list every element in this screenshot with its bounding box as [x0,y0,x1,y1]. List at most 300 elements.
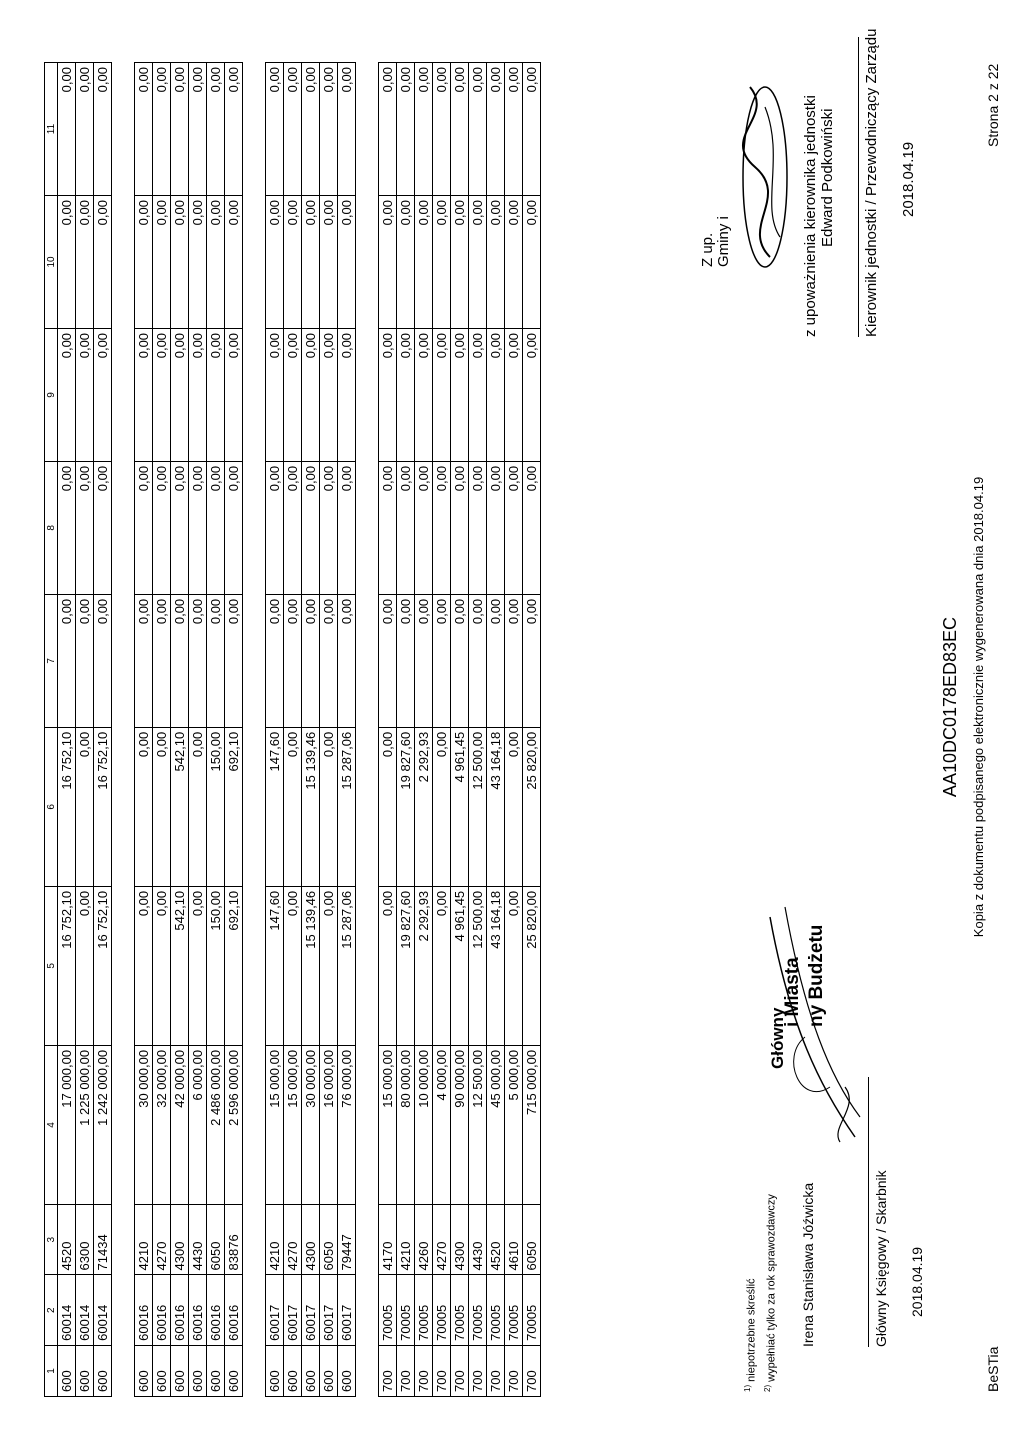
table-cell: 0,00 [451,461,469,594]
table-cell: 700 [505,1345,523,1396]
table-cell: 600 [94,1345,112,1396]
stamp-line-1: i Miasta [782,957,803,1027]
table-cell: 0,00 [433,196,451,329]
budget-table [44,62,541,1397]
table-cell: 16 752,10 [94,727,112,886]
table-cell: 0,00 [320,461,338,594]
table-cell: 16 752,10 [94,886,112,1045]
head-signature-line [858,37,859,337]
table-cell: 600 [320,1345,338,1396]
table-cell: 5 000,00 [505,1045,523,1204]
table-cell: 147,60 [266,727,284,886]
table-cell: 150,00 [207,727,225,886]
table-cell: 70005 [487,1275,505,1345]
table-cell: 0,00 [153,196,171,329]
table-cell: 600 [207,1345,225,1396]
table-cell: 0,00 [505,727,523,886]
table-cell: 600 [171,1345,189,1396]
table-cell: 15 139,46 [302,886,320,1045]
table-cell: 4520 [58,1205,76,1275]
table-cell: 4300 [302,1205,320,1275]
column-number: 10 [45,196,58,329]
head-signature [700,17,917,337]
table-cell: 0,00 [135,328,153,461]
table-cell: 80 000,00 [397,1045,415,1204]
table-cell: 0,00 [225,594,243,727]
table-cell: 60014 [94,1275,112,1345]
table-cell: 4170 [379,1205,397,1275]
table-cell: 715 000,00 [523,1045,541,1204]
table-cell: 0,00 [171,328,189,461]
table-row [523,63,541,1397]
table-cell: 70005 [469,1275,487,1345]
table-cell: 1 225 000,00 [76,1045,94,1204]
table-cell: 4 961,45 [451,727,469,886]
table-cell: 0,00 [379,328,397,461]
column-number-row [45,63,58,1397]
column-number: 6 [45,727,58,886]
table-cell: 0,00 [153,594,171,727]
table-cell: 700 [397,1345,415,1396]
table-row [225,63,243,1397]
table-cell: 4610 [505,1205,523,1275]
table-cell: 600 [153,1345,171,1396]
table-row [433,63,451,1397]
table-cell: 79447 [338,1205,356,1275]
table-cell: 0,00 [135,886,153,1045]
column-number: 11 [45,63,58,196]
table-cell: 0,00 [284,594,302,727]
table-cell: 0,00 [302,594,320,727]
table-cell: 4430 [469,1205,487,1275]
footnotes [740,1194,779,1392]
table-cell: 700 [415,1345,433,1396]
accountant-role: Główny Księgowy / Skarbnik [873,1170,889,1347]
table-cell: 0,00 [433,727,451,886]
column-number: 7 [45,594,58,727]
table-cell: 15 287,06 [338,727,356,886]
table-cell: 15 139,46 [302,727,320,886]
table-cell: 600 [189,1345,207,1396]
table-cell: 12 500,00 [469,886,487,1045]
footnote-1-text: niepotrzebne skreślić [745,1278,758,1382]
table-cell: 19 827,60 [397,727,415,886]
table-cell: 0,00 [505,328,523,461]
column-number: 9 [45,328,58,461]
table-cell: 0,00 [225,63,243,196]
table-row [153,63,171,1397]
table-cell: 0,00 [189,196,207,329]
table-cell: 0,00 [207,328,225,461]
table-cell: 0,00 [451,196,469,329]
table-cell: 0,00 [76,328,94,461]
table-cell: 0,00 [266,328,284,461]
table-cell: 0,00 [523,461,541,594]
table-cell: 0,00 [225,328,243,461]
table-cell: 0,00 [379,727,397,886]
table-cell: 42 000,00 [171,1045,189,1204]
table-cell: 700 [451,1345,469,1396]
table-cell: 2 292,93 [415,727,433,886]
table-cell: 60016 [189,1275,207,1345]
table-cell: 600 [284,1345,302,1396]
table-cell: 90 000,00 [451,1045,469,1204]
column-number: 2 [45,1275,58,1345]
table-cell: 60014 [76,1275,94,1345]
table-cell: 4270 [433,1205,451,1275]
table-cell: 16 752,10 [58,886,76,1045]
document-code: AA10DC0178ED83EC [940,616,960,798]
table-cell: 0,00 [397,594,415,727]
table-cell: 0,00 [338,461,356,594]
table-cell: 0,00 [284,63,302,196]
column-number: 5 [45,886,58,1045]
table-cell: 0,00 [320,727,338,886]
table-cell: 0,00 [433,594,451,727]
table-cell: 0,00 [469,461,487,594]
table-cell: 0,00 [302,461,320,594]
table-cell: 600 [338,1345,356,1396]
table-cell: 0,00 [505,196,523,329]
table-cell: 0,00 [415,328,433,461]
table-cell: 0,00 [338,594,356,727]
table-cell: 0,00 [320,196,338,329]
table-cell: 70005 [433,1275,451,1345]
table-cell: 0,00 [58,461,76,594]
table-cell: 0,00 [284,196,302,329]
table-cell: 0,00 [320,594,338,727]
table-cell: 150,00 [207,886,225,1045]
table-cell: 15 000,00 [284,1045,302,1204]
table-cell: 0,00 [76,461,94,594]
table-cell: 0,00 [487,594,505,727]
table-cell: 0,00 [207,594,225,727]
table-cell: 0,00 [302,63,320,196]
footnote-2-text: wypełniać tylko za rok sprawozdawczy [765,1194,778,1382]
table-cell: 0,00 [451,63,469,196]
table-cell: 0,00 [94,328,112,461]
table-cell: 0,00 [397,63,415,196]
table-cell: 0,00 [320,328,338,461]
table-cell: 0,00 [266,196,284,329]
table-cell: 4270 [153,1205,171,1275]
table-row [487,63,505,1397]
table-cell: 0,00 [284,727,302,886]
table-cell: 0,00 [58,594,76,727]
table-cell: 32 000,00 [153,1045,171,1204]
table-cell: 0,00 [58,63,76,196]
table-cell: 4210 [266,1205,284,1275]
table-cell: 60017 [320,1275,338,1345]
table-cell: 700 [523,1345,541,1396]
table-cell: 16 000,00 [320,1045,338,1204]
head-role: Kierownik jednostki / Przewodniczący Zarządu [863,28,880,337]
table-row [207,63,225,1397]
gminy-label: Gminy i [715,216,732,267]
table-cell: 60016 [135,1275,153,1345]
table-cell: 0,00 [58,328,76,461]
table-cell: 0,00 [58,196,76,329]
separator-cell [356,63,379,1397]
table-cell: 0,00 [76,594,94,727]
table-row [58,63,76,1397]
table-cell: 0,00 [415,594,433,727]
column-number: 4 [45,1045,58,1204]
table-cell: 70005 [397,1275,415,1345]
table-cell: 70005 [505,1275,523,1345]
head-handwritten-signature [735,77,795,277]
table-row [76,63,94,1397]
table-cell: 15 000,00 [379,1045,397,1204]
table-cell: 0,00 [469,328,487,461]
table-cell: 0,00 [302,196,320,329]
table-cell: 4210 [397,1205,415,1275]
table-cell: 700 [469,1345,487,1396]
table-cell: 16 752,10 [58,727,76,886]
table-cell: 43 164,18 [487,727,505,886]
table-cell: 45 000,00 [487,1045,505,1204]
table-cell: 0,00 [397,461,415,594]
table-cell: 2 486 000,00 [207,1045,225,1204]
table-cell: 4300 [451,1205,469,1275]
table-cell: 147,60 [266,886,284,1045]
table-cell: 60016 [207,1275,225,1345]
table-cell: 0,00 [266,461,284,594]
table-cell: 70005 [451,1275,469,1345]
table-cell: 0,00 [487,196,505,329]
table-cell: 0,00 [171,461,189,594]
table-cell: 2 292,93 [415,886,433,1045]
table-cell: 0,00 [505,594,523,727]
column-number: 1 [45,1345,58,1396]
head-date: 2018.04.19 [900,141,917,217]
table-cell: 4210 [135,1205,153,1275]
table-cell: 60017 [338,1275,356,1345]
table-cell: 70005 [415,1275,433,1345]
table-cell: 0,00 [379,63,397,196]
table-cell: 0,00 [487,328,505,461]
accountant-date: 2018.04.19 [909,1246,925,1317]
copy-note: Kopia z dokumentu podpisanego elektronicznie wygenerowana dnia 2018.04.19 [971,476,986,938]
table-cell: 600 [266,1345,284,1396]
table-cell: 692,10 [225,727,243,886]
table-cell: 2 596 000,00 [225,1045,243,1204]
table-cell: 0,00 [379,461,397,594]
table-cell: 71434 [94,1205,112,1275]
table-cell: 600 [58,1345,76,1396]
document-code-block [940,447,986,967]
table-cell: 0,00 [338,328,356,461]
table-cell: 0,00 [433,328,451,461]
stamp-line-2: ny Budżetu [806,924,827,1027]
table-cell: 0,00 [415,63,433,196]
table-cell: 0,00 [225,461,243,594]
table-row [94,63,112,1397]
table-row [397,63,415,1397]
table-cell: 0,00 [135,727,153,886]
table-cell: 0,00 [189,63,207,196]
table-cell: 700 [379,1345,397,1396]
table-cell: 4270 [284,1205,302,1275]
table-row [338,63,356,1397]
table-cell: 0,00 [189,328,207,461]
table-cell: 0,00 [523,196,541,329]
table-cell: 6050 [320,1205,338,1275]
table-row [320,63,338,1397]
table-cell: 692,10 [225,886,243,1045]
group-separator [112,63,135,1397]
table-cell: 0,00 [433,63,451,196]
table-cell: 19 827,60 [397,886,415,1045]
table-row [135,63,153,1397]
table-cell: 0,00 [284,328,302,461]
table-cell: 4520 [487,1205,505,1275]
table-cell: 0,00 [189,886,207,1045]
table-cell: 0,00 [338,63,356,196]
table-cell: 30 000,00 [135,1045,153,1204]
table-cell: 0,00 [338,196,356,329]
table-cell: 60017 [266,1275,284,1345]
table-cell: 0,00 [153,461,171,594]
table-cell: 10 000,00 [415,1045,433,1204]
table-cell: 0,00 [379,196,397,329]
table-cell: 0,00 [76,727,94,886]
table-cell: 0,00 [302,328,320,461]
table-cell: 0,00 [76,63,94,196]
table-cell: 30 000,00 [302,1045,320,1204]
table-cell: 12 500,00 [469,1045,487,1204]
table-cell: 0,00 [135,461,153,594]
table-cell: 4260 [415,1205,433,1275]
table-cell: 600 [76,1345,94,1396]
table-cell: 4430 [189,1205,207,1275]
table-cell: 4 000,00 [433,1045,451,1204]
table-cell: 600 [302,1345,320,1396]
table-row [469,63,487,1397]
table-cell: 0,00 [487,63,505,196]
table-cell: 0,00 [397,196,415,329]
table-cell: 0,00 [523,63,541,196]
table-cell: 17 000,00 [58,1045,76,1204]
table-cell: 0,00 [266,63,284,196]
column-number: 3 [45,1205,58,1275]
table-cell: 60017 [284,1275,302,1345]
table-cell: 4 961,45 [451,886,469,1045]
table-row [451,63,469,1397]
stamp-line-0: Główny [768,1007,787,1069]
table-cell: 600 [135,1345,153,1396]
table-cell: 0,00 [505,461,523,594]
table-cell: 0,00 [135,63,153,196]
separator-cell [112,63,135,1397]
table-cell: 0,00 [523,594,541,727]
table-cell: 0,00 [76,886,94,1045]
table-cell: 0,00 [94,196,112,329]
table-cell: 0,00 [505,886,523,1045]
table-cell: 0,00 [469,196,487,329]
footnote-2: $^{2)}$ wypełniać tylko za rok sprawozdawczy [762,1194,778,1392]
table-cell: 0,00 [505,63,523,196]
table-cell: 0,00 [171,196,189,329]
authorization-text: z upoważnienia kierownika jednostki [802,95,819,337]
table-cell: 0,00 [469,594,487,727]
table-cell: 60014 [58,1275,76,1345]
table-row [171,63,189,1397]
table-cell: 0,00 [189,727,207,886]
table-cell: 0,00 [397,328,415,461]
group-separator [243,63,266,1397]
table-cell: 0,00 [153,727,171,886]
table-cell: 0,00 [433,886,451,1045]
table-cell: 70005 [379,1275,397,1345]
table-cell: 60017 [302,1275,320,1345]
column-number: 8 [45,461,58,594]
table-cell: 600 [225,1345,243,1396]
table-cell: 25 820,00 [523,727,541,886]
table-cell: 0,00 [189,594,207,727]
table-cell: 60016 [153,1275,171,1345]
table-cell: 0,00 [153,328,171,461]
table-cell: 6300 [76,1205,94,1275]
table-cell: 542,10 [171,727,189,886]
table-cell: 0,00 [135,196,153,329]
table-cell: 0,00 [266,594,284,727]
official-stamp [760,897,870,1147]
table-cell: 70005 [523,1275,541,1345]
zup-label: Z up. [699,232,716,267]
table-cell: 6 000,00 [189,1045,207,1204]
table-cell: 4300 [171,1205,189,1275]
table-cell: 0,00 [207,63,225,196]
table-cell: 0,00 [94,594,112,727]
table-cell: 0,00 [135,594,153,727]
table-cell: 700 [433,1345,451,1396]
table-cell: 0,00 [94,461,112,594]
table-cell: 0,00 [415,461,433,594]
software-name: BeSTia [985,1346,1001,1392]
table-cell: 0,00 [94,63,112,196]
table-cell: 76 000,00 [338,1045,356,1204]
table-row [415,63,433,1397]
table-cell: 60016 [225,1275,243,1345]
table-cell: 6050 [523,1205,541,1275]
table-row [266,63,284,1397]
table-cell: 25 820,00 [523,886,541,1045]
table-row [505,63,523,1397]
table-cell: 0,00 [171,63,189,196]
accountant-name: Irena Stanisława Jóźwicka [800,1182,816,1347]
table-cell: 6050 [207,1205,225,1275]
table-cell: 0,00 [76,196,94,329]
table-cell: 15 000,00 [266,1045,284,1204]
table-cell: 0,00 [379,594,397,727]
table-cell: 0,00 [153,886,171,1045]
table-cell: 0,00 [487,461,505,594]
head-name: Edward Podkowiński [819,108,836,247]
table-cell: 60016 [171,1275,189,1345]
table-cell: 0,00 [284,886,302,1045]
table-row [302,63,320,1397]
table-cell: 0,00 [320,886,338,1045]
table-cell: 0,00 [153,63,171,196]
table-row [189,63,207,1397]
table-cell: 542,10 [171,886,189,1045]
table-cell: 0,00 [523,328,541,461]
table-row [284,63,302,1397]
table-cell: 15 287,06 [338,886,356,1045]
table-cell: 83876 [225,1205,243,1275]
table-cell: 0,00 [415,196,433,329]
